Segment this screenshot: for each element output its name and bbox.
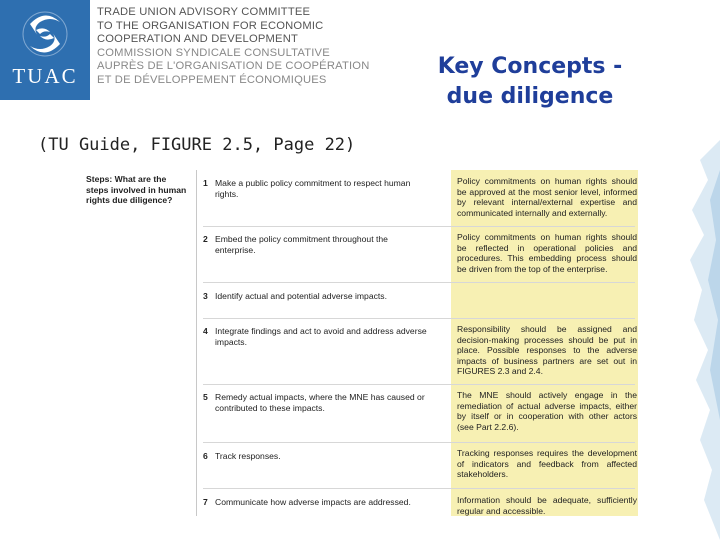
organisation-name (97, 6, 370, 88)
row-separator (203, 442, 635, 443)
step-text: Communicate how adverse impacts are addressed. (215, 497, 411, 507)
org-line: TO THE ORGANISATION FOR ECONOMIC (97, 19, 324, 32)
step-number: 2 (203, 234, 208, 244)
steps-heading: Steps: What are the steps involved in human rights due diligence? (86, 174, 187, 205)
step-number: 3 (203, 291, 208, 301)
title-line-2: due diligence (446, 84, 614, 109)
note-text: The MNE should actively engage in the remediation of actual adverse impacts, either by itself or in cooperation with other actors (see Part 2.2.6). (457, 390, 637, 432)
org-line: ET DE DÉVELOPPEMENT ÉCONOMIQUES (97, 73, 327, 86)
note-text: Policy commitments on human rights should be reflected in operational policies and procedures. This embedding process should be driven from the top of the enterprise. (457, 232, 637, 274)
step-text: Identify actual and potential adverse impacts. (215, 291, 387, 301)
tuac-logo (0, 0, 90, 100)
step-number: 1 (203, 178, 208, 188)
row-separator (203, 384, 635, 385)
divider (196, 170, 197, 516)
row-separator (203, 488, 635, 489)
row-separator (203, 226, 635, 227)
step-number: 7 (203, 497, 208, 507)
org-line: AUPRÈS DE L'ORGANISATION DE COOPÉRATION (97, 60, 370, 73)
step-number: 6 (203, 451, 208, 461)
org-line: COMMISSION SYNDICALE CONSULTATIVE (97, 46, 330, 59)
step-number: 4 (203, 326, 208, 336)
note-text: Tracking responses requires the development of indicators and feedback from affected stakeholders. (457, 448, 637, 479)
logo-text: TUAC (12, 64, 78, 88)
step-text: Remedy actual impacts, where the MNE has caused or contributed to these impacts. (215, 392, 425, 413)
coastline-decoration (630, 140, 720, 540)
step-number: 5 (203, 392, 208, 402)
org-line: TRADE UNION ADVISORY COMMITTEE (97, 6, 311, 18)
org-line: COOPERATION AND DEVELOPMENT (97, 33, 299, 46)
note-text: Responsibility should be assigned and decision-making processes should be put in place. Possible responses to the adverse impacts of business partners are set out in FIGURES 2.3 and 2.4. (457, 324, 637, 376)
slide-title (400, 52, 660, 112)
step-text: Integrate findings and act to avoid and address adverse impacts. (215, 326, 427, 347)
row-separator (203, 318, 635, 319)
slide-subtitle: (TU Guide, FIGURE 2.5, Page 22) (38, 135, 356, 155)
title-line-1: Key Concepts - (437, 54, 623, 79)
step-text: Make a public policy commitment to respect human rights. (215, 178, 411, 199)
note-text: Information should be adequate, sufficiently regular and accessible. (457, 495, 637, 516)
note-text: Policy commitments on human rights should be approved at the most senior level, informed by relevant internal/external expertise and communicated internally and externally. (457, 176, 637, 218)
step-text: Track responses. (215, 451, 281, 461)
row-separator (203, 282, 635, 283)
step-text: Embed the policy commitment throughout the enterprise. (215, 234, 388, 255)
figure-image (86, 170, 638, 518)
